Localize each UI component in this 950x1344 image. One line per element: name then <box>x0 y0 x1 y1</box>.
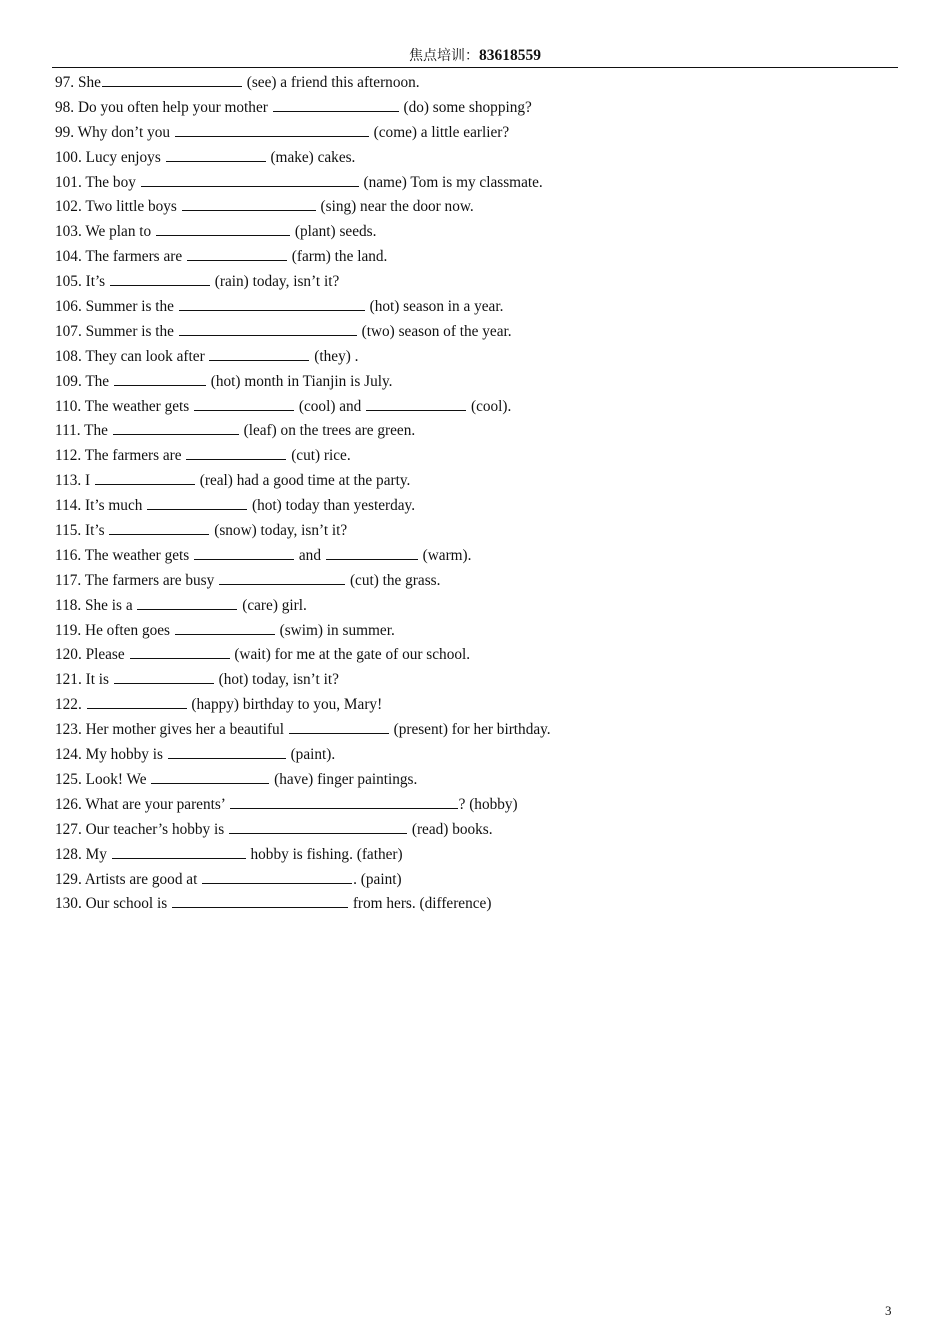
question-item <box>55 643 915 668</box>
question-item <box>55 295 915 320</box>
question-item <box>55 220 915 245</box>
question-text: (hot) month in Tianjin is July. <box>206 372 393 390</box>
question-text: 111. The <box>55 422 112 440</box>
question-text: . (paint) <box>353 870 402 888</box>
answer-blank[interactable] <box>179 298 365 311</box>
question-item <box>55 444 915 469</box>
question-item <box>55 370 915 395</box>
answer-blank[interactable] <box>172 895 348 908</box>
header-phone: 83618559 <box>479 47 541 64</box>
question-text: 105. It’s <box>55 273 109 291</box>
answer-blank[interactable] <box>209 348 309 361</box>
question-text: 125. Look! We <box>55 770 151 788</box>
page-number: 3 <box>885 1303 892 1318</box>
question-text: 110. The weather gets <box>55 397 194 415</box>
question-text: (plant) seeds. <box>291 223 377 241</box>
question-item <box>55 395 915 420</box>
question-item <box>55 270 915 295</box>
question-text: (see) a friend this afternoon. <box>242 74 420 91</box>
answer-blank[interactable] <box>112 846 246 859</box>
question-text: 98. Do you often help your mother <box>55 98 272 116</box>
question-item <box>55 121 915 146</box>
question-text: (come) a little earlier? <box>369 123 510 141</box>
question-text: (present) for her birthday. <box>389 721 551 739</box>
question-text: (have) finger paintings. <box>270 770 418 788</box>
question-text: (sing) near the door now. <box>316 198 474 216</box>
question-item <box>55 868 915 893</box>
question-item <box>55 419 915 444</box>
question-text: 115. It’s <box>55 522 109 540</box>
answer-blank[interactable] <box>175 124 369 137</box>
question-text: (cut) the grass. <box>346 571 441 589</box>
question-item <box>55 195 915 220</box>
question-item <box>55 743 915 768</box>
question-text: 109. The <box>55 372 113 390</box>
question-item <box>55 96 915 121</box>
question-text: 117. The farmers are busy <box>55 571 219 589</box>
question-text: 118. She is a <box>55 596 137 614</box>
question-text: 107. Summer is the <box>55 322 178 340</box>
answer-blank[interactable] <box>326 547 418 560</box>
answer-blank[interactable] <box>187 248 287 261</box>
question-text: (read) books. <box>408 820 493 838</box>
question-item <box>55 892 915 917</box>
question-item <box>55 569 915 594</box>
answer-blank[interactable] <box>151 771 269 784</box>
answer-blank[interactable] <box>230 796 458 809</box>
answer-blank[interactable] <box>114 373 206 386</box>
question-text: (cut) rice. <box>287 447 351 465</box>
question-text: 127. Our teacher’s hobby is <box>55 820 229 838</box>
question-text: (real) had a good time at the party. <box>195 472 411 490</box>
question-text: 119. He often goes <box>55 621 174 639</box>
answer-blank[interactable] <box>175 622 275 635</box>
answer-blank[interactable] <box>147 497 247 510</box>
question-text: 104. The farmers are <box>55 248 186 266</box>
question-item <box>55 693 915 718</box>
answer-blank[interactable] <box>87 696 187 709</box>
question-text: (snow) today, isn’t it? <box>210 522 348 540</box>
question-item <box>55 668 915 693</box>
question-text: hobby is fishing. (father) <box>246 845 403 863</box>
question-text: 100. Lucy enjoys <box>55 148 165 166</box>
question-text: 123. Her mother gives her a beautiful <box>55 721 288 739</box>
question-text: (farm) the land. <box>287 248 388 266</box>
question-item <box>55 843 915 868</box>
answer-blank[interactable] <box>289 721 389 734</box>
question-text: (swim) in summer. <box>275 621 395 639</box>
answer-blank[interactable] <box>113 422 239 435</box>
question-item <box>55 494 915 519</box>
question-text: (care) girl. <box>238 596 307 614</box>
answer-blank[interactable] <box>95 472 195 485</box>
answer-blank[interactable] <box>194 398 294 411</box>
question-text: (cool) and <box>295 397 366 415</box>
question-text: 97. She <box>55 74 101 91</box>
question-item <box>55 245 915 270</box>
question-text: (paint). <box>286 746 336 764</box>
question-item <box>55 171 915 196</box>
question-item <box>55 718 915 743</box>
answer-blank[interactable] <box>366 398 466 411</box>
question-text: 128. My <box>55 845 111 863</box>
answer-blank[interactable] <box>273 99 399 112</box>
question-item <box>55 71 915 96</box>
question-text: 114. It’s much <box>55 497 147 515</box>
question-text: (hot) today, isn’t it? <box>214 671 339 689</box>
question-text: 120. Please <box>55 646 129 664</box>
question-text: 121. It is <box>55 671 113 689</box>
question-text: 112. The farmers are <box>55 447 186 465</box>
question-text: (hot) season in a year. <box>365 298 504 316</box>
answer-blank[interactable] <box>194 547 294 560</box>
answer-blank[interactable] <box>137 597 237 610</box>
question-text: 116. The weather gets <box>55 546 194 564</box>
answer-blank[interactable] <box>229 821 407 834</box>
answer-blank[interactable] <box>179 323 357 336</box>
question-text: (make) cakes. <box>266 148 356 166</box>
question-item <box>55 768 915 793</box>
question-item <box>55 544 915 569</box>
answer-blank[interactable] <box>130 646 230 659</box>
page-header <box>0 46 950 66</box>
question-text: 106. Summer is the <box>55 298 178 316</box>
question-text: (warm). <box>418 546 472 564</box>
question-item <box>55 519 915 544</box>
question-text: 122. <box>55 696 86 714</box>
question-text: 129. Artists are good at <box>55 870 202 888</box>
question-item <box>55 469 915 494</box>
question-item <box>55 146 915 171</box>
question-text: (cool). <box>467 397 512 415</box>
question-text: (two) season of the year. <box>357 322 512 340</box>
question-text: 99. Why don’t you <box>55 123 174 141</box>
question-item <box>55 793 915 818</box>
question-text: ? (hobby) <box>458 795 518 813</box>
question-item <box>55 320 915 345</box>
answer-blank[interactable] <box>110 273 210 286</box>
question-item <box>55 345 915 370</box>
question-item <box>55 818 915 843</box>
header-rule <box>52 67 898 68</box>
question-text: (wait) for me at the gate of our school. <box>230 646 471 664</box>
question-text: and <box>295 546 325 564</box>
answer-blank[interactable] <box>202 871 352 884</box>
question-text: 108. They can look after <box>55 347 209 365</box>
question-text: (name) Tom is my classmate. <box>359 173 543 191</box>
header-title: 焦点培训： <box>409 48 479 64</box>
question-text: 126. What are your parents’ <box>55 795 229 813</box>
question-text: (hot) today than yesterday. <box>248 497 416 515</box>
answer-blank[interactable] <box>102 74 242 87</box>
question-text: 113. I <box>55 472 94 490</box>
question-item <box>55 619 915 644</box>
question-text: 101. The boy <box>55 173 140 191</box>
question-text: (do) some shopping? <box>399 98 532 116</box>
answer-blank[interactable] <box>182 198 316 211</box>
answer-blank[interactable] <box>168 746 286 759</box>
question-text: from hers. (difference) <box>349 895 492 913</box>
answer-blank[interactable] <box>186 447 286 460</box>
answer-blank[interactable] <box>141 174 359 187</box>
question-list <box>55 71 915 917</box>
question-text: (happy) birthday to you, Mary! <box>187 696 383 714</box>
answer-blank[interactable] <box>156 223 290 236</box>
question-text: 102. Two little boys <box>55 198 181 216</box>
answer-blank[interactable] <box>109 522 209 535</box>
answer-blank[interactable] <box>219 572 345 585</box>
question-item <box>55 594 915 619</box>
answer-blank[interactable] <box>166 149 266 162</box>
question-text: (leaf) on the trees are green. <box>239 422 416 440</box>
answer-blank[interactable] <box>114 671 214 684</box>
question-text: (they) . <box>310 347 359 365</box>
question-text: 103. We plan to <box>55 223 156 241</box>
question-text: 130. Our school is <box>55 895 171 913</box>
question-text: (rain) today, isn’t it? <box>210 273 340 291</box>
question-text: 124. My hobby is <box>55 746 167 764</box>
